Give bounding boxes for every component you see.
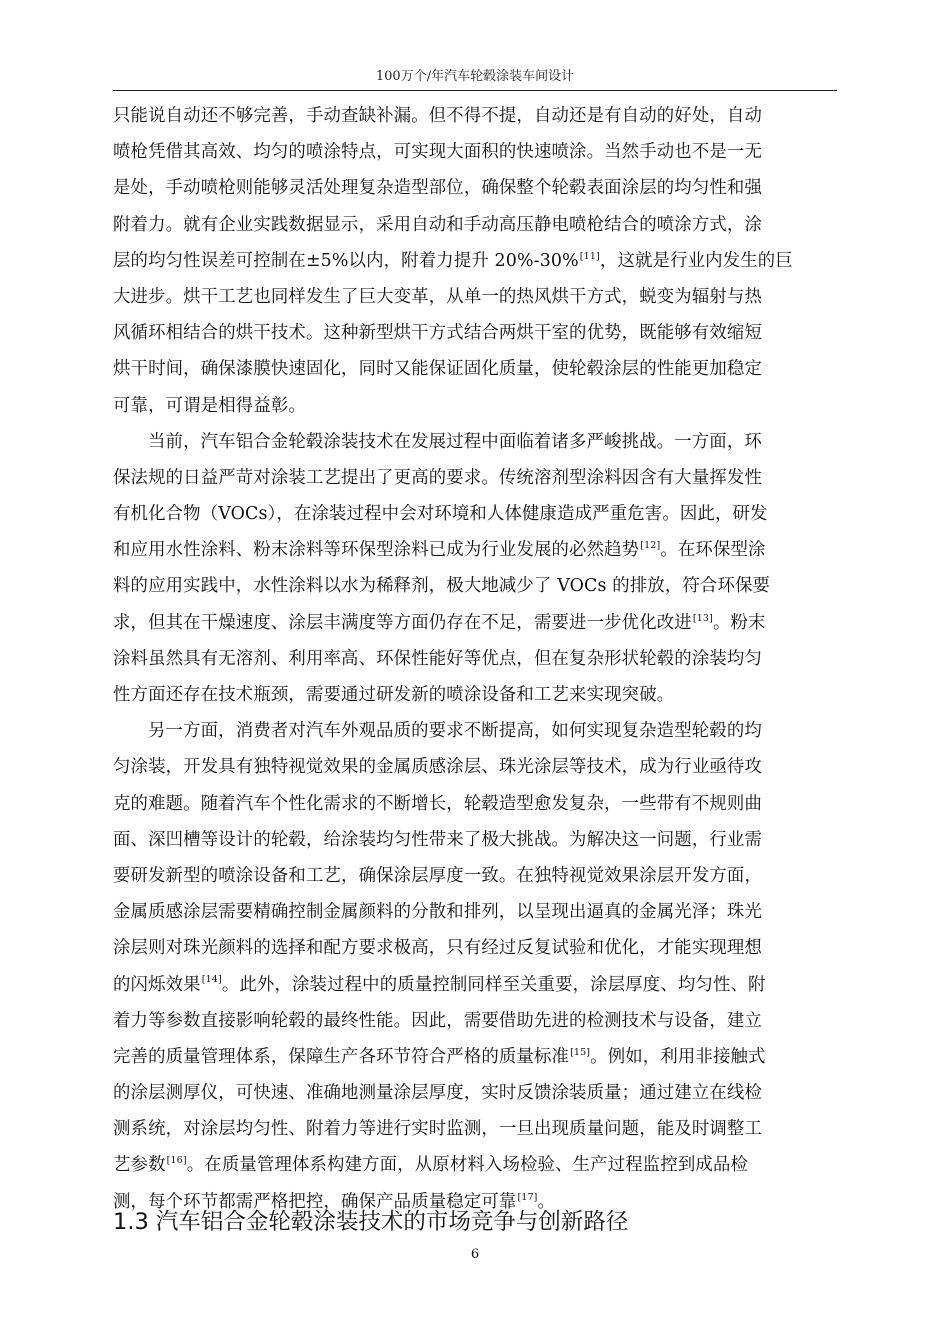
page-number: 6 bbox=[470, 1247, 480, 1262]
text-run: 测，每个环节都需严格把控，确保产品质量稳定可靠 bbox=[113, 1191, 517, 1212]
paragraph-1-line: 只能说自动还不够完善，手动查缺补漏。但不得不提，自动还是有自动的好处，自动 bbox=[113, 106, 763, 126]
paragraph-1-line: 喷枪凭借其高效、均匀的喷涂特点，可实现大面积的快速喷涂。当然手动也不是一无 bbox=[113, 142, 763, 163]
citation-15: [15] bbox=[570, 1046, 591, 1058]
section-heading: 1.3 汽车铝合金轮毂涂装技术的市场竞争与创新路径 bbox=[113, 1209, 629, 1235]
paragraph-3-line: 着力等参数直接影响轮毂的最终性能。因此，需要借助先进的检测技术与设备，建立 bbox=[113, 1010, 763, 1031]
paragraph-2-line: 保法规的日益严苛对涂装工艺提出了更高的要求。传统溶剂型涂料因含有大量挥发性 bbox=[113, 467, 763, 488]
paragraph-3-line bbox=[113, 1039, 827, 1075]
paragraph-3-line: 匀涂装，开发具有独特视觉效果的金属质感涂层、珠光涂层等技术，成为行业亟待攻 bbox=[113, 757, 763, 778]
text-run: 层的均匀性误差可控制在±5%以内，附着力提升 20%-30% bbox=[113, 250, 579, 271]
paragraph-2-line: 性方面还存在技术瓶颈，需要通过研发新的喷涂设备和工艺来实现突破。 bbox=[113, 685, 675, 705]
text-run: ，这就是行业内发生的巨 bbox=[599, 250, 793, 271]
header-rule bbox=[113, 90, 837, 91]
paragraph-1-line: 大进步。烘干工艺也同样发生了巨大变革，从单一的热风烘干方式，蜕变为辐射与热 bbox=[113, 286, 763, 307]
paragraph-1-line: 烘干时间，确保漆膜快速固化，同时又能保证固化质量，使轮毂涂层的性能更加稳定 bbox=[113, 359, 763, 380]
citation-16: [16] bbox=[166, 1155, 187, 1167]
paragraph-3-line: 克的难题。随着汽车个性化需求的不断增长，轮毂造型愈发复杂，一些带有不规则曲 bbox=[113, 793, 763, 814]
paragraph-1-line bbox=[113, 243, 827, 279]
paragraph-3-line bbox=[113, 1147, 827, 1183]
text-run: 求，但其在干燥速度、涂层丰满度等方面仍存在不足，需要进一步优化改进 bbox=[113, 612, 692, 633]
running-header: 100万个/年汽车轮毂涂装车间设计 bbox=[375, 69, 575, 84]
paragraph-1-line: 是处，手动喷枪则能够灵活处理复杂造型部位，确保整个轮毂表面涂层的均匀性和强 bbox=[113, 178, 763, 199]
text-run: 和应用水性涂料、粉末涂料等环保型涂料已成为行业发展的必然趋势 bbox=[113, 540, 640, 561]
paragraph-3-line: 的涂层测厚仪，可快速、准确地测量涂层厚度，实时反馈涂装质量；通过建立在线检 bbox=[113, 1083, 763, 1104]
paragraph-3-line: 另一方面，消费者对汽车外观品质的要求不断提高，如何实现复杂造型轮毂的均 bbox=[148, 721, 762, 742]
paragraph-2-line bbox=[113, 605, 827, 641]
paragraph-2-line: 当前，汽车铝合金轮毂涂装技术在发展过程中面临着诸多严峻挑战。一方面，环 bbox=[148, 431, 762, 452]
citation-13: [13] bbox=[692, 612, 713, 624]
text-run: 。 bbox=[537, 1191, 556, 1212]
paragraph-3-line: 测系统，对涂层均匀性、附着力等进行实时监测，一旦出现质量问题，能及时调整工 bbox=[113, 1119, 763, 1140]
text-run: 艺参数 bbox=[113, 1155, 166, 1176]
paragraph-1-line: 可靠，可谓是相得益彰。 bbox=[113, 395, 306, 416]
text-run: 。在质量管理体系构建方面，从原材料入场检验、生产过程监控到成品检 bbox=[186, 1155, 749, 1176]
citation-11: [11] bbox=[579, 250, 600, 262]
paragraph-3-line: 面、深凹槽等设计的轮毂，给涂装均匀性带来了极大挑战。为解决这一问题，行业需 bbox=[113, 829, 763, 850]
text-run: 。粉末 bbox=[712, 612, 766, 633]
text-run: 的闪烁效果 bbox=[113, 974, 201, 995]
paragraph-3-line: 要研发新型的喷涂设备和工艺，确保涂层厚度一致。在独特视觉效果涂层开发方面， bbox=[113, 865, 763, 886]
text-run: 。此外，涂装过程中的质量控制同样至关重要，涂层厚度、均匀性、附 bbox=[221, 974, 766, 995]
text-run: 。在环保型涂 bbox=[660, 540, 766, 561]
citation-12: [12] bbox=[640, 540, 661, 552]
paragraph-1-line: 风循环相结合的烘干技术。这种新型烘干方式结合两烘干室的优势，既能够有效缩短 bbox=[113, 323, 763, 344]
paragraph-2-line: 料的应用实践中，水性涂料以水为稀释剂，极大地减少了 VOCs 的排放，符合环保要 bbox=[113, 576, 771, 597]
paragraph-3-line bbox=[113, 967, 827, 1003]
paragraph-3-line: 金属质感涂层需要精确控制金属颜料的分散和排列，以呈现出逼真的金属光泽；珠光 bbox=[113, 902, 763, 923]
text-run: 。例如，利用非接触式 bbox=[590, 1046, 766, 1067]
paragraph-3-line: 涂层则对珠光颜料的选择和配方要求极高，只有经过反复试验和优化，才能实现理想 bbox=[113, 938, 763, 959]
paragraph-2-line: 有机化合物（VOCs），在涂装过程中会对环境和人体健康造成严重危害。因此，研发 bbox=[113, 504, 768, 525]
text-run: 完善的质量管理体系，保障生产各环节符合严格的质量标准 bbox=[113, 1046, 570, 1067]
body-text bbox=[113, 98, 827, 1220]
paragraph-1-line: 附着力。就有企业实践数据显示，采用自动和手动高压静电喷枪结合的喷涂方式，涂 bbox=[113, 214, 763, 235]
paragraph-2-line bbox=[113, 532, 827, 568]
citation-17: [17] bbox=[517, 1191, 538, 1203]
paragraph-2-line: 涂料虽然具有无溶剂、利用率高、环保性能好等优点，但在复杂形状轮毂的涂装均匀 bbox=[113, 648, 763, 669]
citation-14: [14] bbox=[201, 974, 222, 986]
